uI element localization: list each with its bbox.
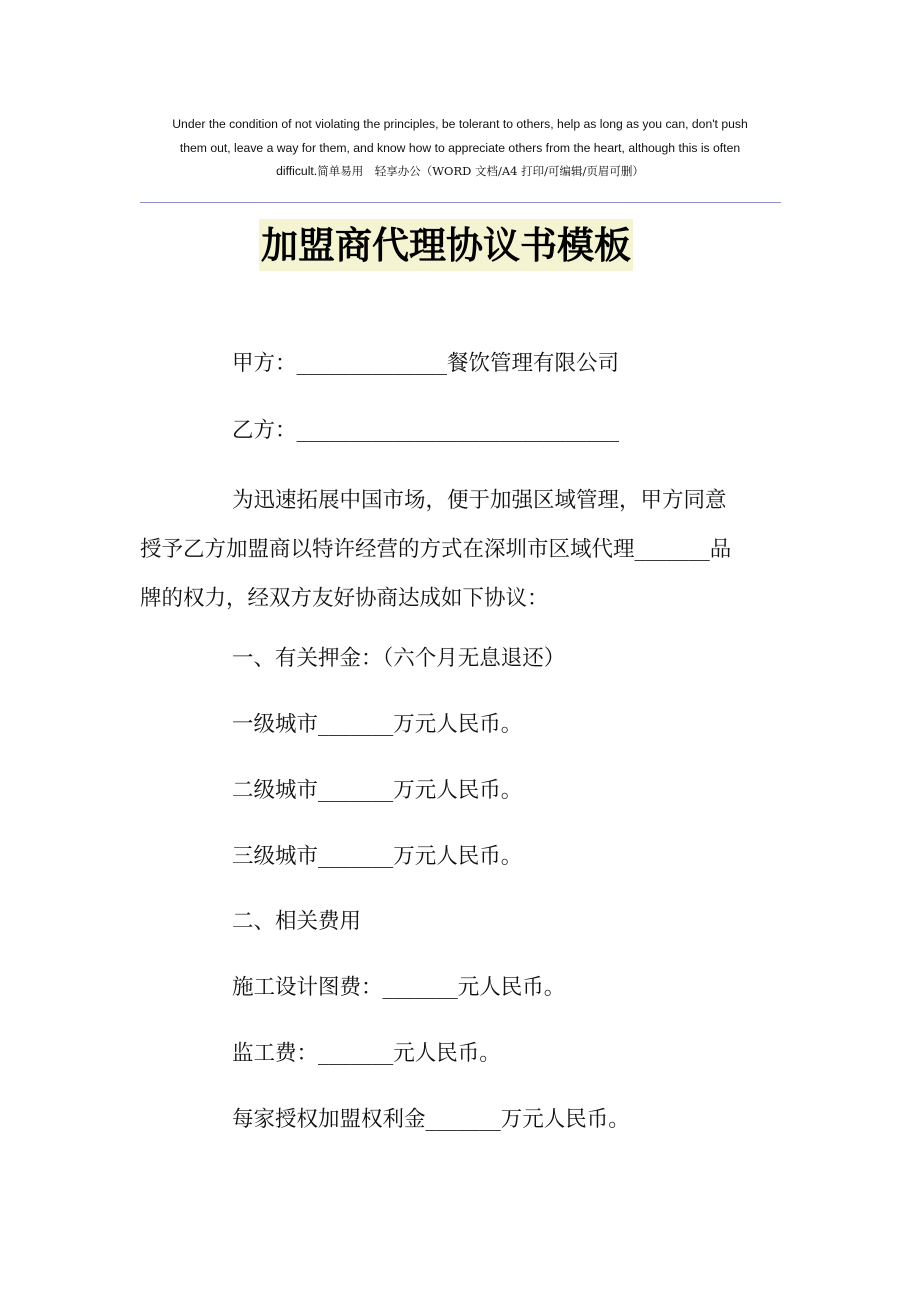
section-1-heading: 一、有关押金：（六个月无息退还） (232, 646, 566, 671)
header-line-3-cn: 简单易用 轻享办公（WORD 文档/A4 打印/可编辑/页眉可删） (317, 164, 644, 178)
header-line-2: them out, leave a way for them, and know how to appreciate others from the heart, although this is often (179, 140, 741, 155)
document-title: 加盟商代理协议书模板 (259, 219, 633, 271)
header-line-1: Under the condition of not violating the principles, be tolerant to others, help as long as you can, don't push (172, 117, 748, 131)
deposit-tier-2: 二级城市_______万元人民币。 (232, 778, 523, 803)
page-header (140, 113, 780, 184)
franchise-fee-line: 每家授权加盟权利金_______万元人民币。 (232, 1107, 630, 1132)
deposit-tier-3: 三级城市_______万元人民币。 (232, 844, 523, 869)
header-divider (140, 202, 781, 203)
party-a-line: 甲方：______________餐饮管理有限公司 (232, 351, 620, 376)
intro-line-2: 授予乙方加盟商以特许经营的方式在深圳市区域代理_______品 (140, 537, 732, 562)
party-b-line: 乙方：______________________________ (232, 418, 620, 443)
section-2-heading: 二、相关费用 (232, 909, 362, 934)
intro-line-3: 牌的权力，经双方友好协商达成如下协议： (140, 586, 549, 611)
header-line-3 (140, 160, 780, 184)
intro-line-1: 为迅速拓展中国市场，便于加强区域管理，甲方同意 (232, 488, 727, 513)
design-fee-line: 施工设计图费：_______元人民币。 (232, 975, 566, 1000)
deposit-tier-1: 一级城市_______万元人民币。 (232, 712, 523, 737)
header-line-3-en: difficult. (276, 164, 318, 178)
intro-paragraph (140, 476, 780, 623)
supervision-fee-line: 监工费：_______元人民币。 (232, 1041, 501, 1066)
